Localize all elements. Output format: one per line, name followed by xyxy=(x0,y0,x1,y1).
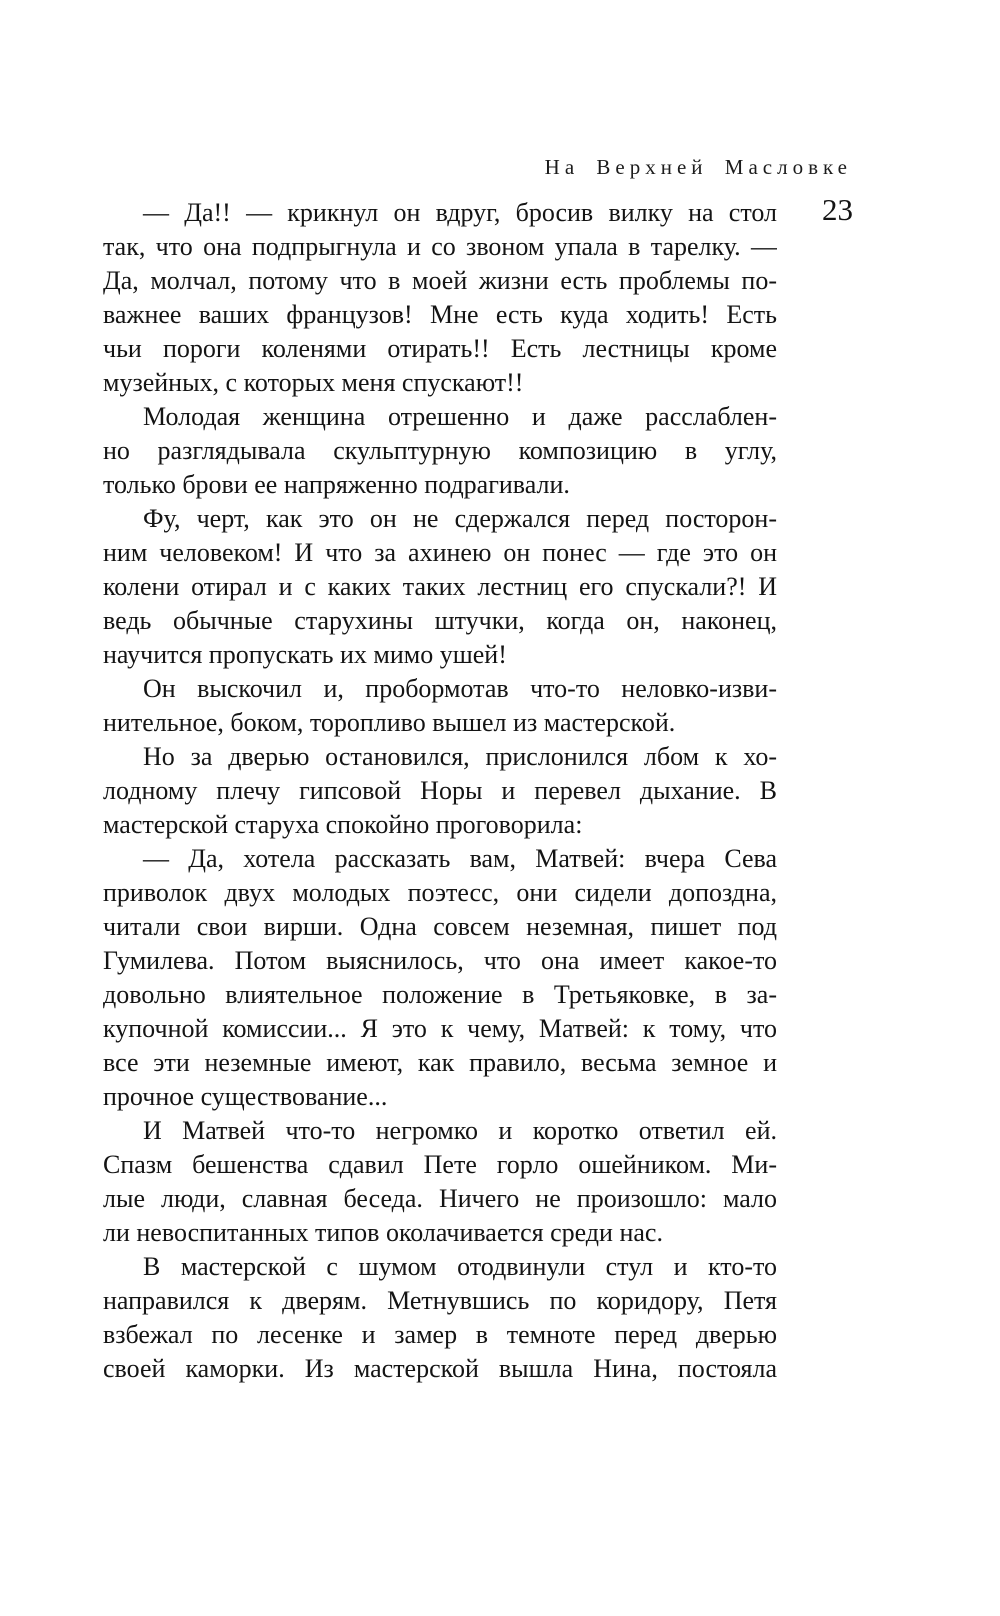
text-block xyxy=(103,196,777,1386)
paragraph xyxy=(103,842,777,1114)
text-line: Но за дверью остановился, прислонился лбом к хо- xyxy=(143,742,777,771)
text-line: — Да!! — крикнул он вдруг, бросив вилку на стол xyxy=(143,198,777,227)
text-line: Да, молчал, потому что в моей жизни есть проблемы по- xyxy=(103,266,777,295)
text-line: лодному плечу гипсовой Норы и перевел дыхание. В xyxy=(103,776,777,805)
text-line: В мастерской с шумом отодвинули стул и кто-то xyxy=(143,1252,777,1281)
text-line: Фу, черт, как это он не сдержался перед посторон- xyxy=(143,504,777,533)
text-line: но разглядывала скульптурную композицию в углу, xyxy=(103,436,777,465)
text-line: приволок двух молодых поэтесс, они сидели допоздна, xyxy=(103,878,777,907)
text-line: ли невоспитанных типов околачивается среди нас. xyxy=(103,1218,663,1247)
text-line: взбежал по лесенке и замер в темноте перед дверью xyxy=(103,1320,777,1349)
page-number: 23 xyxy=(822,192,853,227)
text-line: ведь обычные старухины штучки, когда он, наконец, xyxy=(103,606,777,635)
text-line: так, что она подпрыгнула и со звоном упала в тарелку. — xyxy=(103,232,777,261)
text-line: направился к дверям. Метнувшись по коридору, Петя xyxy=(103,1286,777,1315)
text-line: научится пропускать их мимо ушей! xyxy=(103,640,507,669)
text-line: Он выскочил и, пробормотав что-то неловко-изви- xyxy=(143,674,777,703)
paragraph xyxy=(103,1114,777,1250)
paragraph xyxy=(103,672,777,740)
text-line: мастерской старуха спокойно проговорила: xyxy=(103,810,583,839)
text-line: И Матвей что-то негромко и коротко ответил ей. xyxy=(143,1116,777,1145)
text-line: музейных, с которых меня спускают!! xyxy=(103,368,524,397)
text-line: все эти неземные имеют, как правило, весьма земное и xyxy=(103,1048,777,1077)
text-line: — Да, хотела рассказать вам, Матвей: вчера Сева xyxy=(143,844,777,873)
text-line: читали свои вирши. Одна совсем неземная, пишет под xyxy=(103,912,777,941)
text-line: лые люди, славная беседа. Ничего не произошло: мало xyxy=(103,1184,777,1213)
paragraph xyxy=(103,740,777,842)
paragraph xyxy=(103,400,777,502)
paragraph xyxy=(103,1250,777,1386)
text-line: нительное, боком, торопливо вышел из мастерской. xyxy=(103,708,676,737)
text-line: Спазм бешенства сдавил Пете горло ошейником. Ми- xyxy=(103,1150,777,1179)
running-head: На Верхней Масловке xyxy=(544,155,852,179)
text-line: прочное существование... xyxy=(103,1082,388,1111)
text-line: своей каморки. Из мастерской вышла Нина, постояла xyxy=(103,1354,777,1383)
text-line: чьи пороги коленями отирать!! Есть лестницы кроме xyxy=(103,334,777,363)
text-line: ним человеком! И что за ахинею он понес — где это он xyxy=(103,538,777,567)
text-line: колени отирал и с каких таких лестниц его спускали?! И xyxy=(103,572,777,601)
text-line: купочной комиссии... Я это к чему, Матвей: к тому, что xyxy=(103,1014,777,1043)
text-line: Гумилева. Потом выяснилось, что она имеет какое-то xyxy=(103,946,777,975)
text-line: Молодая женщина отрешенно и даже расслаблен- xyxy=(143,402,777,431)
paragraph xyxy=(103,196,777,400)
paragraph xyxy=(103,502,777,672)
text-line: довольно влиятельное положение в Третьяковке, в за- xyxy=(103,980,777,1009)
text-line: только брови ее напряженно подрагивали. xyxy=(103,470,570,499)
text-line: важнее ваших французов! Мне есть куда ходить! Есть xyxy=(103,300,777,329)
